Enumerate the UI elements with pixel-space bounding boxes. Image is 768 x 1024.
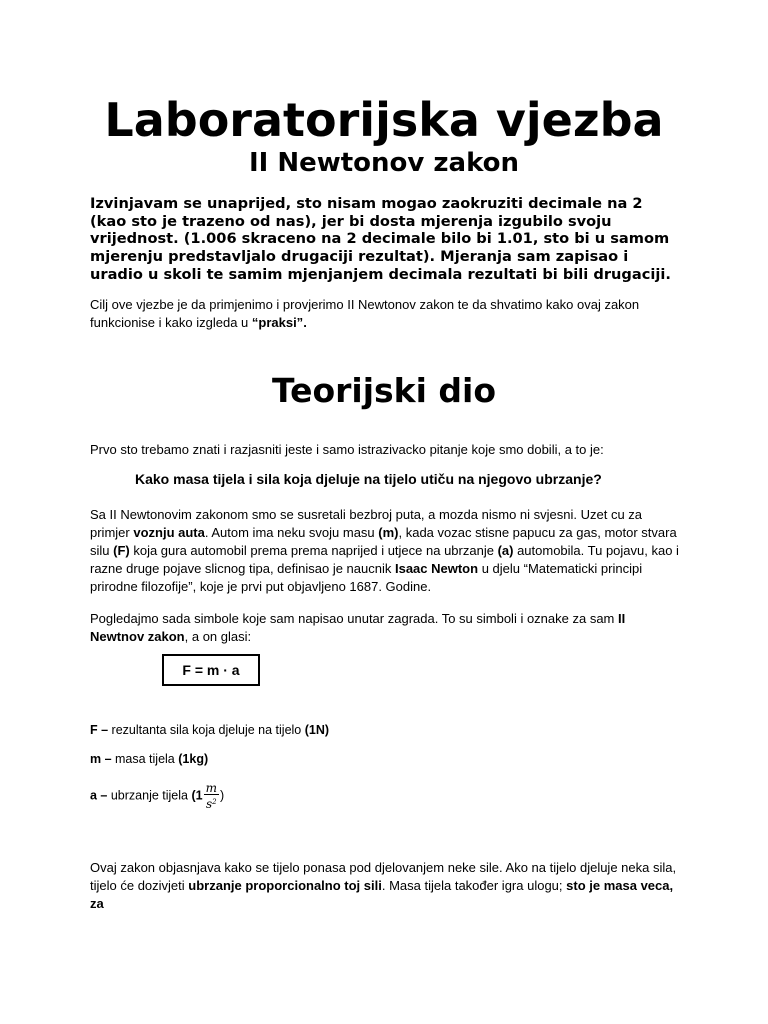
document-subtitle: II Newtonov zakon	[248, 148, 520, 178]
def-a-close: )	[219, 788, 225, 803]
formula-box	[162, 654, 260, 686]
section-title-theory: Teorijski dio	[271, 371, 497, 410]
para1-t3: , kada vozac stisne papucu za gas, motor stvara silu	[90, 525, 677, 558]
def-f-unit: (1N)	[304, 723, 330, 737]
para3-b1: ubrzanje proporcionalno toj sili	[188, 878, 382, 893]
goal-paragraph	[90, 296, 680, 332]
para1-b2: (m)	[378, 525, 399, 540]
intro-paragraph: Prvo sto trebamo znati i razjasniti jeste i samo istrazivacko pitanje koje smo dobili, a to je:	[90, 442, 604, 457]
goal-bold-praksi: “praksi”	[251, 315, 304, 330]
def-m-symbol: m –	[90, 752, 116, 766]
acceleration-unit-fraction	[204, 782, 219, 810]
goal-text: Cilj ove vjezbe je da primjenimo i provjerimo II Newtonov zakon te da shvatimo kako ovaj zakon funkcionise i kako izgleda u	[90, 297, 640, 330]
para1-t4: koja gura automobil prema prema naprijed i utjece na ubrzanje	[129, 543, 498, 558]
fraction-den-exponent: 2	[212, 798, 217, 806]
definition-mass	[90, 750, 208, 768]
def-m-unit: (1kg)	[178, 752, 209, 766]
para1-t5: automobila. Tu pojavu, kao i razne druge pojave slicnog tipa, definisao je naucnik	[90, 543, 679, 576]
para2-t2: , a on glasi:	[184, 629, 252, 644]
law-explanation-paragraph	[90, 859, 680, 913]
para1-t1: Sa II Newtonovim zakonom smo se susretali bezbroj puta, a mozda nismo ni svjesni. Uzet cu za primjer	[90, 507, 643, 540]
goal-end: .	[303, 315, 307, 330]
para1-t2: . Autom ima neku svoju masu	[204, 525, 379, 540]
formula-text: F = m · a	[182, 662, 240, 678]
para2-t1: Pogledajmo sada simbole koje sam napisao unutar zagrada. To su simboli i oznake za sam	[90, 611, 618, 626]
def-a-symbol: a –	[90, 788, 111, 803]
def-a-open: (1	[191, 788, 203, 803]
para2-b1: II Newtnov zakon	[90, 611, 626, 644]
para3-t1: Ovaj zakon objasnjava kako se tijelo ponasa pod djelovanjem neke sile. Ako na tijelo djeluje neka sila, tijelo će dozivjeti	[90, 860, 677, 893]
research-question: Kako masa tijela i sila koja djeluje na tijelo utiču na njegovo ubrzanje?	[135, 471, 602, 487]
symbols-paragraph	[90, 610, 680, 646]
def-m-text: masa tijela	[115, 752, 179, 766]
fraction-denominator	[206, 795, 217, 810]
def-a-text: ubrzanje tijela	[110, 788, 192, 803]
para3-b2: sto je masa veca, za	[90, 878, 674, 911]
definition-acceleration	[90, 782, 224, 810]
para1-b5: Isaac Newton	[394, 561, 479, 576]
newton-paragraph	[90, 506, 680, 596]
para1-t6: u djelu “Matematicki principi prirodne filozofije”, koje je prvi put objavljeno 1687. Godine.	[90, 561, 643, 594]
fraction-numerator: m	[205, 781, 217, 795]
definition-force	[90, 721, 329, 739]
para3-t2: . Masa tijela također igra ulogu;	[381, 878, 567, 893]
para1-b1: voznju auta	[133, 525, 205, 540]
def-f-symbol: F –	[90, 723, 112, 737]
apology-paragraph: Izvinjavam se unaprijed, sto nisam mogao zaokruziti decimale na 2 (kao sto je trazeno od nas), jer bi dosta mjerenja izgubilo svoju vrijednost. (1.006 skraceno na 2 decimale bilo bi 1.01, sto bi u samom mjerenju predstavljalo drugaciji rezultat). Mjeranja sam zapisao i uradio u skoli te samim mjenjanjem decimala rezultati bi bili drugaciji.	[90, 195, 671, 283]
para1-b4: (a)	[497, 543, 514, 558]
document-title: Laboratorijska vjezba	[104, 93, 664, 147]
def-f-text: rezultanta sila koja djeluje na tijelo	[111, 723, 305, 737]
para1-b3: (F)	[113, 543, 130, 558]
fraction-den-base: s	[205, 797, 213, 811]
